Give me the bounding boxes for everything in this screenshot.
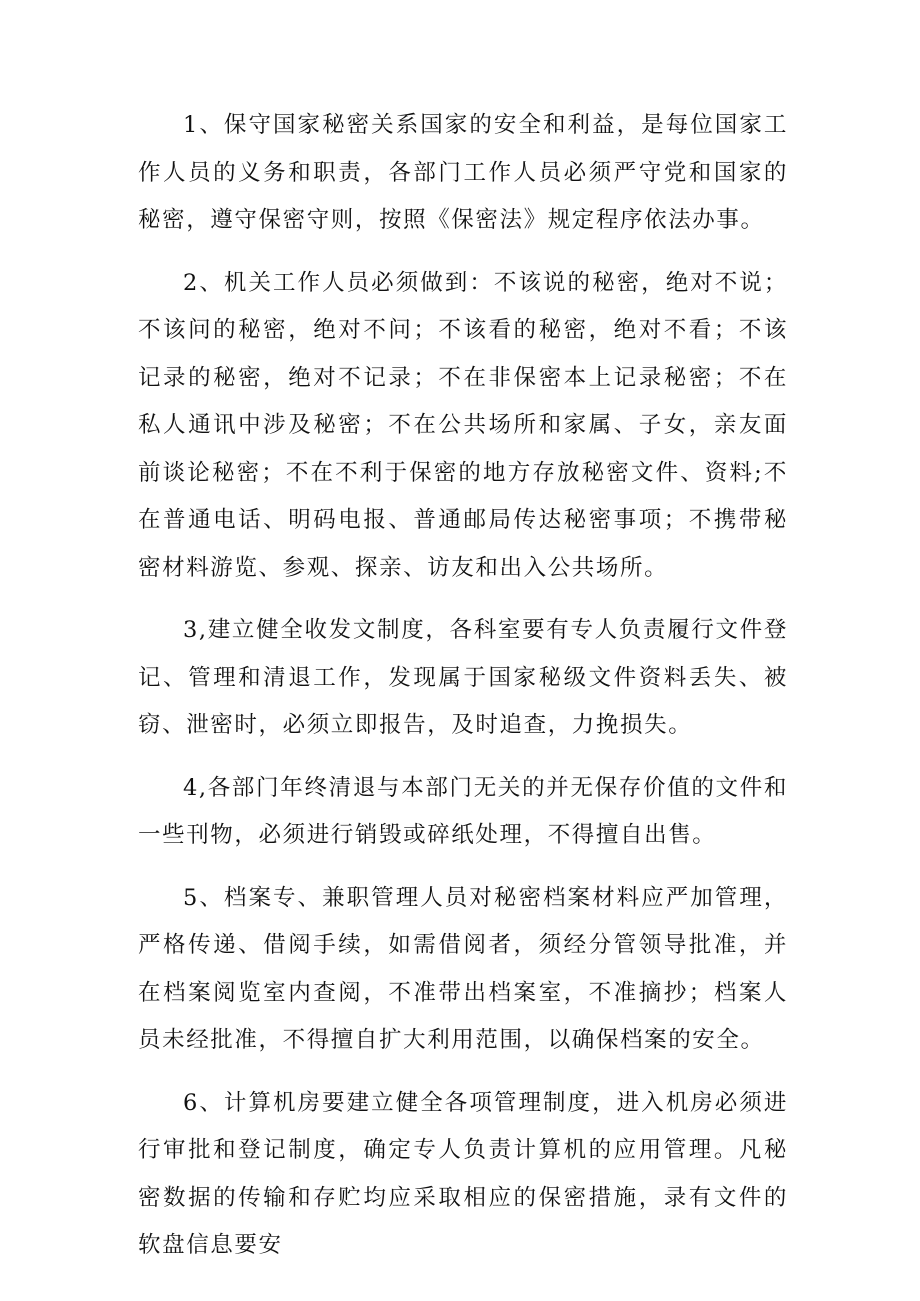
- paragraph-2: 2、机关工作人员必须做到：不该说的秘密，绝对不说；不该问的秘密，绝对不问；不该看的秘密，绝对不看；不该记录的秘密，绝对不记录；不在非保密本上记录秘密；不在私人通讯中涉及秘密；不在公共场所和家属、子女，亲友面前谈论秘密；不在不利于保密的地方存放秘密文件、资料;不在普通电话、明码电报、普通邮局传达秘密事项；不携带秘密材料游览、参观、探亲、访友和出入公共场所。: [138, 269, 788, 581]
- paragraph-5: 5、档案专、兼职管理人员对秘密档案材料应严加管理，严格传递、借阅手续，如需借阅者，须经分管领导批准，并在档案阅览室内查阅，不准带出档案室，不准摘抄；档案人员未经批准，不得擅自扩大利用范围，以确保档案的安全。: [138, 884, 788, 1053]
- document-body: [138, 102, 788, 1285]
- paragraph-1: 1、保守国家秘密关系国家的安全和利益，是每位国家工作人员的义务和职责，各部门工作人员必须严守党和国家的秘密，遵守保密守则，按照《保密法》规定程序依法办事。: [138, 112, 788, 233]
- paragraph-3: 3,建立健全收发文制度，各科室要有专人负责履行文件登记、管理和清退工作，发现属于国家秘级文件资料丢失、被窃、泄密时，必须立即报告，及时追查，力挽损失。: [138, 617, 788, 738]
- paragraph-6: 6、计算机房要建立健全各项管理制度，进入机房必须进行审批和登记制度，确定专人负责计算机的应用管理。凡秘密数据的传输和存贮均应采取相应的保密措施，录有文件的软盘信息要安: [138, 1089, 788, 1258]
- paragraph-4: 4,各部门年终清退与本部门无关的并无保存价值的文件和一些刊物，必须进行销毁或碎纸处理，不得擅自出售。: [138, 774, 788, 848]
